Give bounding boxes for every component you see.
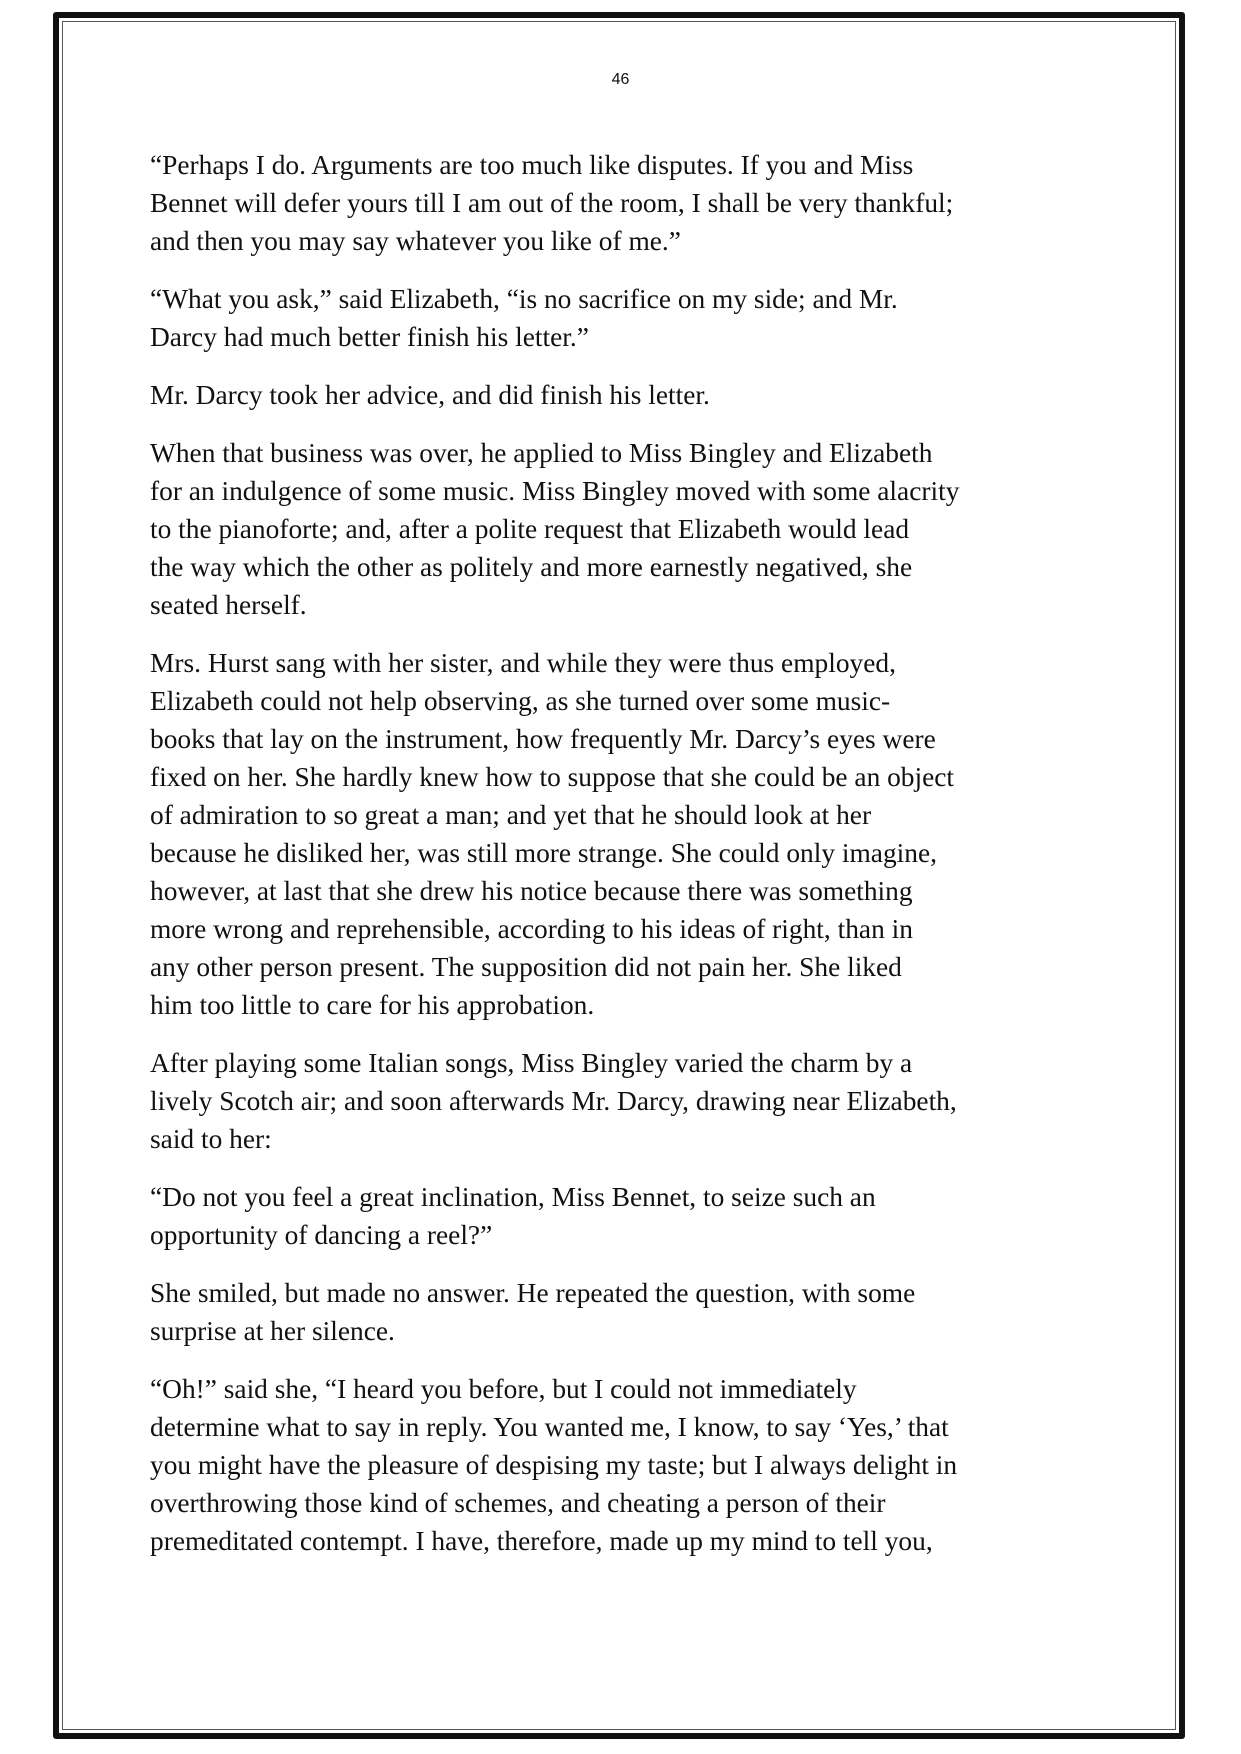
page-number: 46 — [611, 71, 630, 88]
paragraph — [150, 146, 1100, 260]
paragraph — [150, 1274, 1100, 1350]
text-line: “Do not you feel a great inclination, Miss Bennet, to seize such an — [150, 1182, 876, 1212]
text-line: you might have the pleasure of despising my taste; but I always delight in — [150, 1450, 958, 1480]
text-line: premeditated contempt. I have, therefore, made up my mind to tell you, — [150, 1526, 933, 1556]
paragraph — [150, 1370, 1100, 1560]
text-line: any other person present. The supposition did not pain her. She liked — [150, 952, 902, 982]
text-line: Bennet will defer yours till I am out of the room, I shall be very thankful; — [150, 188, 954, 218]
text-line: surprise at her silence. — [150, 1316, 395, 1346]
text-line: and then you may say whatever you like of me.” — [150, 226, 681, 256]
text-line: books that lay on the instrument, how frequently Mr. Darcy’s eyes were — [150, 724, 936, 754]
text-line: overthrowing those kind of schemes, and cheating a person of their — [150, 1488, 886, 1518]
text-line: “Oh!” said she, “I heard you before, but I could not immediately — [150, 1374, 857, 1404]
body-text — [150, 146, 1100, 1580]
text-line: fixed on her. She hardly knew how to suppose that she could be an object — [150, 762, 955, 792]
text-line: said to her: — [150, 1124, 272, 1154]
text-line: determine what to say in reply. You wanted me, I know, to say ‘Yes,’ that — [150, 1412, 949, 1442]
text-line: Darcy had much better finish his letter.” — [150, 322, 589, 352]
paragraph — [150, 434, 1100, 624]
text-line: him too little to care for his approbation. — [150, 990, 595, 1020]
paragraph — [150, 644, 1100, 1024]
paragraph — [150, 280, 1100, 356]
text-line: opportunity of dancing a reel?” — [150, 1220, 493, 1250]
text-line: because he disliked her, was still more strange. She could only imagine, — [150, 838, 937, 868]
text-line: Elizabeth could not help observing, as she turned over some music- — [150, 686, 891, 716]
text-line: however, at last that she drew his notice because there was something — [150, 876, 913, 906]
text-line: She smiled, but made no answer. He repeated the question, with some — [150, 1278, 916, 1308]
text-line: lively Scotch air; and soon afterwards Mr. Darcy, drawing near Elizabeth, — [150, 1086, 957, 1116]
paragraph — [150, 1044, 1100, 1158]
paragraph — [150, 1178, 1100, 1254]
text-line: Mr. Darcy took her advice, and did finish his letter. — [150, 380, 710, 410]
text-line: seated herself. — [150, 590, 307, 620]
text-line: “What you ask,” said Elizabeth, “is no sacrifice on my side; and Mr. — [150, 284, 898, 314]
text-line: more wrong and reprehensible, according to his ideas of right, than in — [150, 914, 913, 944]
text-line: After playing some Italian songs, Miss Bingley varied the charm by a — [150, 1048, 913, 1078]
text-line: When that business was over, he applied to Miss Bingley and Elizabeth — [150, 438, 933, 468]
text-line: Mrs. Hurst sang with her sister, and while they were thus employed, — [150, 648, 896, 678]
text-line: for an indulgence of some music. Miss Bingley moved with some alacrity — [150, 476, 960, 506]
text-line: of admiration to so great a man; and yet that he should look at her — [150, 800, 872, 830]
text-line: the way which the other as politely and more earnestly negatived, she — [150, 552, 913, 582]
paragraph — [150, 376, 1100, 414]
text-line: to the pianoforte; and, after a polite request that Elizabeth would lead — [150, 514, 910, 544]
text-line: “Perhaps I do. Arguments are too much like disputes. If you and Miss — [150, 150, 914, 180]
